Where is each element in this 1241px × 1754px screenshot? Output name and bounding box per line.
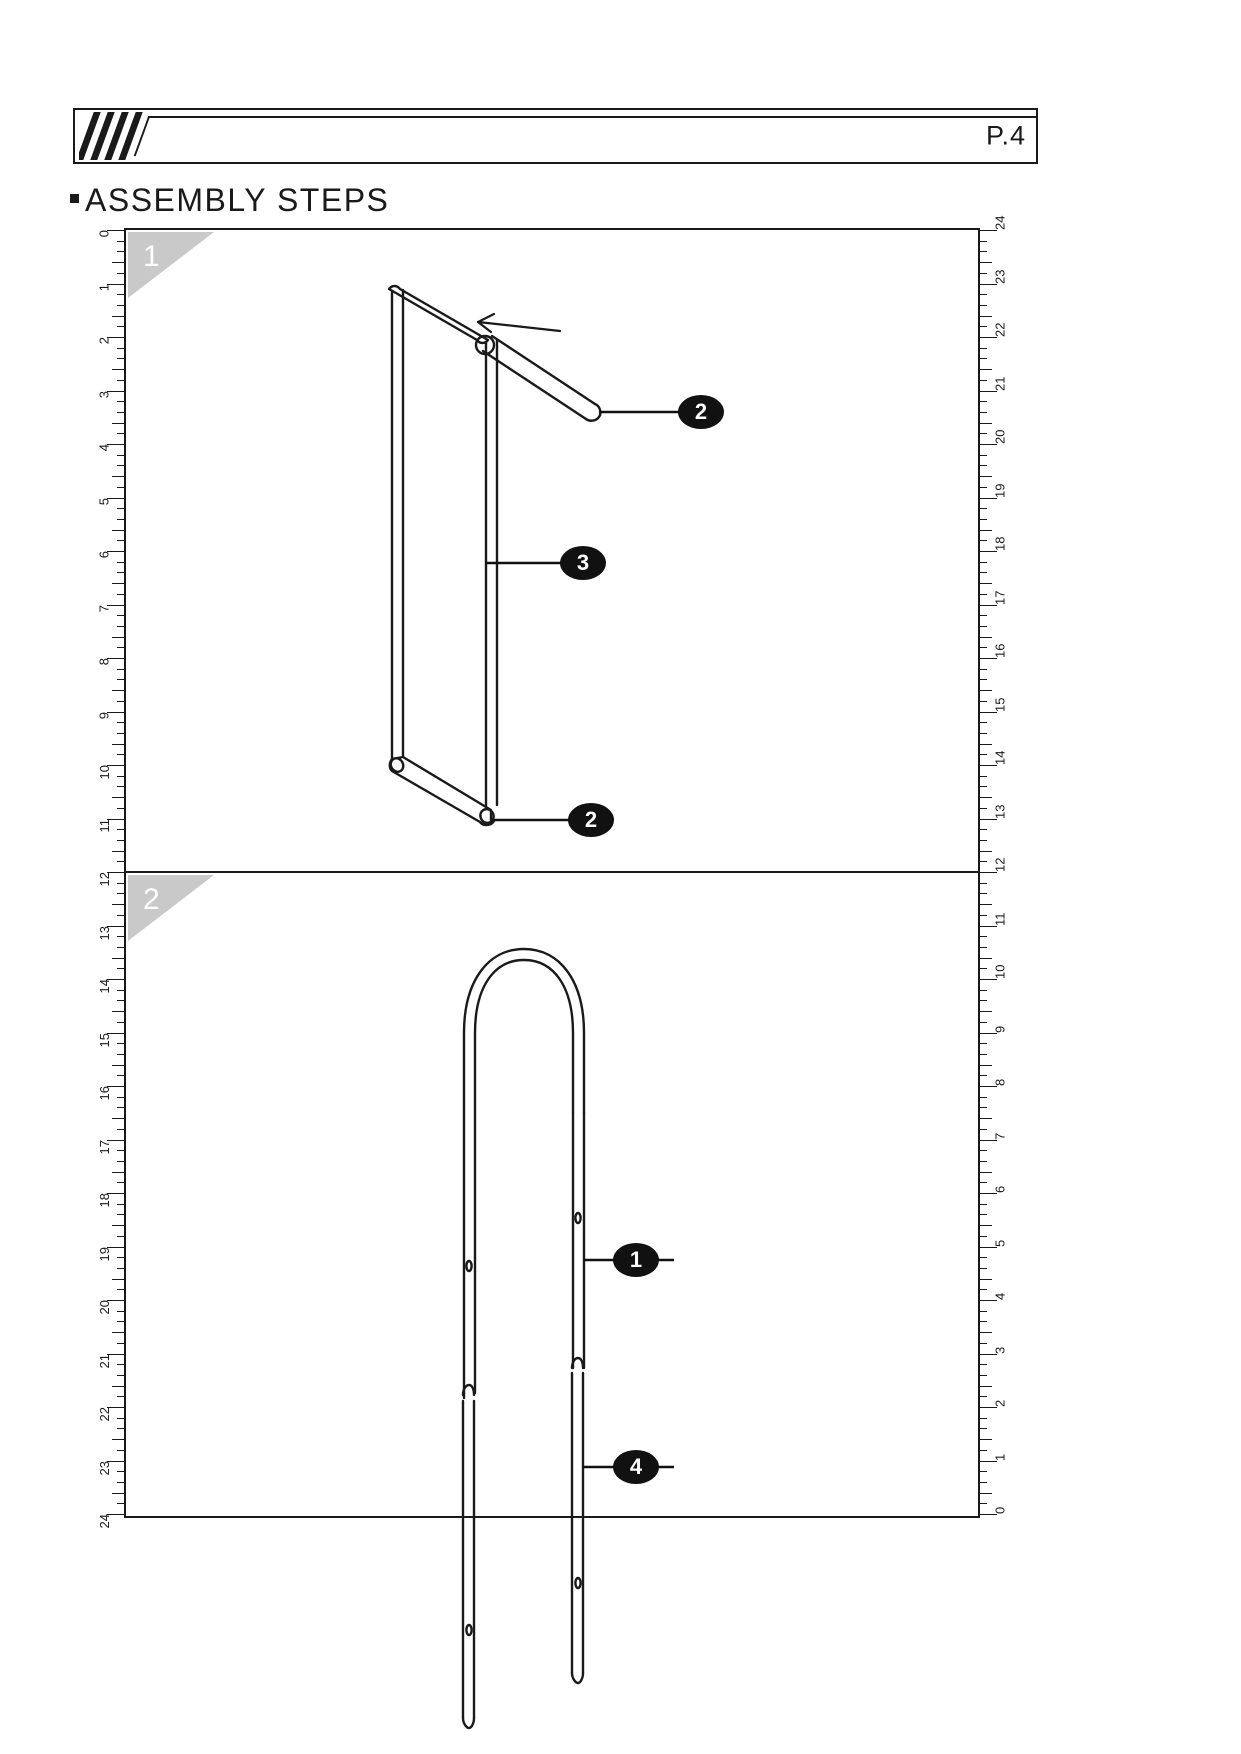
ruler-right-label: 9 <box>992 1025 1008 1033</box>
callout-2-top[interactable]: 2 <box>678 395 724 429</box>
callout-1[interactable]: 1 <box>613 1243 659 1277</box>
step-1-number: 1 <box>143 240 160 273</box>
ruler-left-label: 22 <box>96 1407 112 1422</box>
ruler-right-label: 8 <box>992 1078 1008 1086</box>
ruler-left-label: 20 <box>96 1300 112 1315</box>
ruler-left <box>78 228 124 1529</box>
ruler-left-label: 23 <box>96 1460 112 1475</box>
ruler-right-label: 5 <box>992 1239 1008 1247</box>
callout-3[interactable]: 3 <box>560 546 606 580</box>
ruler-left-label: 15 <box>96 1032 112 1047</box>
ruler-left-label: 24 <box>96 1514 112 1529</box>
ruler-right-label: 17 <box>992 590 1008 605</box>
ruler-right-label: 19 <box>992 483 1008 498</box>
ruler-right-label: 20 <box>992 429 1008 444</box>
ruler-right-label: 23 <box>992 269 1008 284</box>
assembly-diagram-frame <box>124 228 980 1518</box>
ruler-left-label: 19 <box>96 1246 112 1261</box>
ruler-right-label: 2 <box>992 1399 1008 1407</box>
page-title-label: ASSEMBLY STEPS <box>85 182 390 218</box>
ruler-right-label: 7 <box>992 1132 1008 1140</box>
square-bullet-icon <box>70 194 79 203</box>
ruler-right-label: 22 <box>992 322 1008 337</box>
ruler-right-label: 15 <box>992 697 1008 712</box>
ruler-right-label: 0 <box>992 1506 1008 1514</box>
ruler-right-label: 10 <box>992 964 1008 979</box>
ruler-left-label: 9 <box>96 711 112 719</box>
ruler-right-label: 21 <box>992 376 1008 391</box>
ruler-right-label: 24 <box>992 215 1008 230</box>
ruler-left-label: 4 <box>96 444 112 452</box>
ruler-right-label: 16 <box>992 643 1008 658</box>
ruler-left-label: 16 <box>96 1086 112 1101</box>
ruler-right-label: 3 <box>992 1346 1008 1354</box>
page-number: P.4 <box>985 120 1026 151</box>
ruler-right-label: 18 <box>992 536 1008 551</box>
ruler-left-label: 7 <box>96 604 112 612</box>
diagonal-stripes-icon <box>79 112 143 160</box>
ruler-left-label: 6 <box>96 551 112 559</box>
ruler-left-label: 17 <box>96 1139 112 1154</box>
ruler-left-label: 5 <box>96 497 112 505</box>
ruler-right-label: 12 <box>992 857 1008 872</box>
ruler-left-label: 10 <box>96 765 112 780</box>
ruler-right <box>980 215 1026 1518</box>
step-2-illustration <box>126 873 982 1518</box>
ruler-left-label: 0 <box>96 230 112 238</box>
ruler-right-label: 1 <box>992 1453 1008 1461</box>
ruler-left-label: 21 <box>96 1353 112 1368</box>
callout-4[interactable]: 4 <box>613 1450 659 1484</box>
ruler-left-label: 11 <box>96 818 112 832</box>
step-2-number: 2 <box>143 883 160 916</box>
ruler-right-label: 11 <box>992 912 1008 926</box>
page-header-bar <box>73 108 1038 164</box>
ruler-left-label: 2 <box>96 337 112 345</box>
header-inner-stripe-line <box>134 116 1038 156</box>
ruler-left-label: 18 <box>96 1193 112 1208</box>
step-1-illustration <box>126 230 982 871</box>
ruler-right-label: 13 <box>992 804 1008 819</box>
ruler-right-label: 14 <box>992 750 1008 765</box>
page-title <box>70 182 389 219</box>
ruler-left-label: 8 <box>96 658 112 666</box>
ruler-left-label: 14 <box>96 979 112 994</box>
ruler-right-label: 4 <box>992 1292 1008 1300</box>
ruler-left-label: 12 <box>96 872 112 887</box>
ruler-left-label: 1 <box>96 283 112 291</box>
ruler-right-label: 6 <box>992 1185 1008 1193</box>
ruler-left-label: 13 <box>96 925 112 940</box>
ruler-left-label: 3 <box>96 390 112 398</box>
callout-2-bottom[interactable]: 2 <box>568 803 614 837</box>
